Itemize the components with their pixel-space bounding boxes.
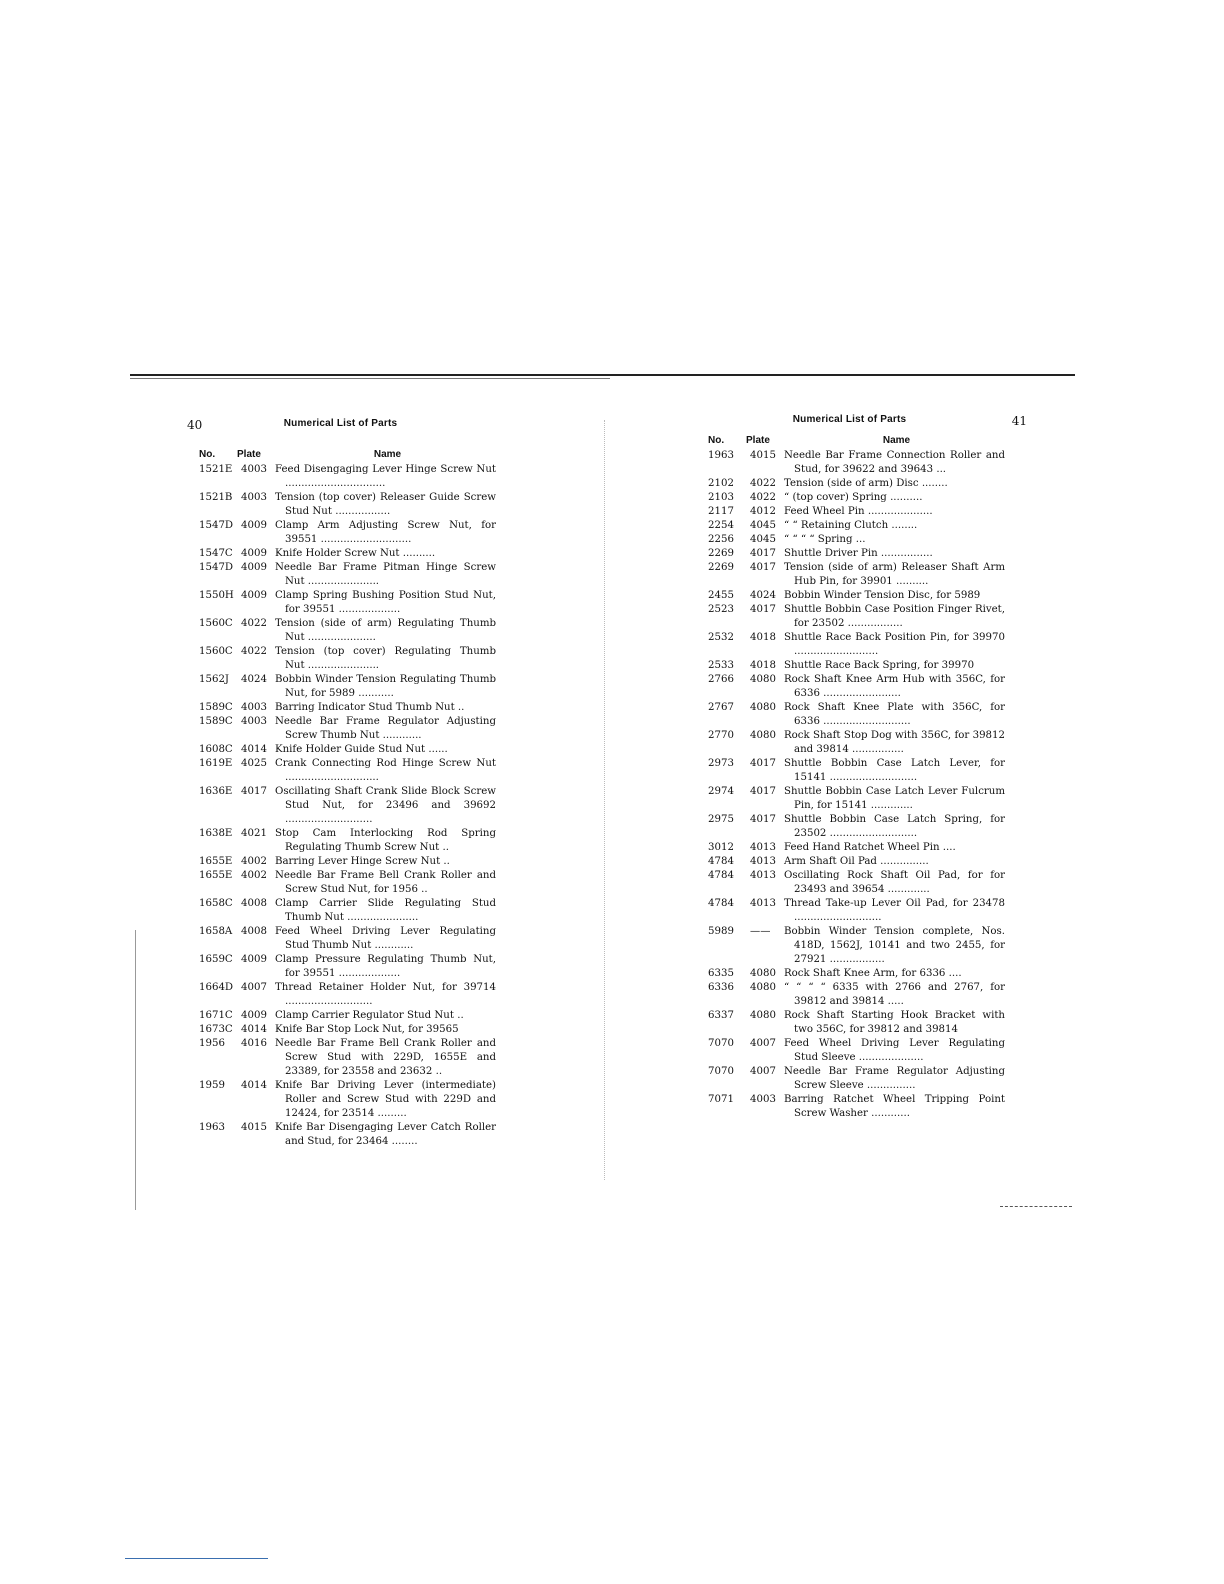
right-page [692,410,1027,1121]
part-name: Feed Wheel Pin .................... [784,506,933,517]
part-number: 6336 [708,982,734,993]
part-name: Thread Retainer Holder Nut, for 39714 ........................... [275,982,496,1007]
part-entry [183,1079,498,1121]
part-name: Tension (side of arm) Regulating Thumb Nut ..................... [275,618,496,643]
part-number: 1956 [199,1038,225,1049]
part-number: 2973 [708,758,734,769]
part-number: 1638E [199,828,233,839]
part-number: 1560C [199,646,233,657]
part-number: 2974 [708,786,734,797]
part-name: Tension (side of arm) Disc ........ [784,478,948,489]
part-name: Clamp Arm Adjusting Screw Nut, for 39551 ............................ [275,520,496,545]
part-name: Needle Bar Frame Bell Crank Roller and Screw Stud with 229D, 1655E and 23389, for 23558 and 23632 .. [275,1038,496,1077]
plate-number: 4022 [750,492,776,503]
part-number: 1659C [199,954,233,965]
part-number: 1671C [199,1010,233,1021]
part-number: 2256 [708,534,734,545]
plate-number: 4014 [241,744,267,755]
part-name: Rock Shaft Knee Arm, for 6336 .... [784,968,962,979]
part-number: 6337 [708,1010,734,1021]
part-name: Thread Take-up Lever Oil Pad, for 23478 ........................... [784,898,1005,923]
part-number: 1673C [199,1024,233,1035]
page-number: 41 [1011,414,1027,428]
part-name: Clamp Carrier Regulator Stud Nut .. [275,1010,464,1021]
part-entry [692,701,1007,729]
part-entry [183,981,498,1009]
part-entry [692,631,1007,659]
column-header-name: Name [882,435,911,446]
plate-number: 4003 [241,492,267,503]
plate-number: 4080 [750,982,776,993]
bottom-line [125,1558,268,1559]
part-number: 1655E [199,870,233,881]
plate-number: 4024 [241,674,267,685]
part-entry [692,519,1007,533]
plate-number: 4003 [241,716,267,727]
part-name: Feed Hand Ratchet Wheel Pin .... [784,842,956,853]
part-number: 3012 [708,842,734,853]
part-number: 1658A [199,926,233,937]
part-name: Stop Cam Interlocking Rod Spring Regulating Thumb Screw Nut .. [275,828,496,853]
part-name: Feed Disengaging Lever Hinge Screw Nut ............................... [275,464,496,489]
part-name: Shuttle Bobbin Case Latch Spring, for 23502 ........................... [784,814,1005,839]
part-entry [692,925,1007,967]
plate-number: 4080 [750,1010,776,1021]
plate-number: 4017 [750,604,776,615]
plate-number: 4003 [241,464,267,475]
part-number: 7071 [708,1094,734,1105]
plate-number: 4003 [750,1094,776,1105]
part-number: 1655E [199,856,233,867]
part-number: 1963 [708,450,734,461]
plate-number: 4009 [241,1010,267,1021]
part-name: Oscillating Shaft Crank Slide Block Screw Stud Nut, for 23496 and 39692 ........................... [275,786,496,825]
plate-number: 4015 [241,1122,267,1133]
part-entry [692,659,1007,673]
part-entry [183,869,498,897]
part-number: 1619E [199,758,233,769]
parts-list [692,449,1007,1121]
part-entry [183,491,498,519]
part-number: 2117 [708,506,734,517]
page-number: 40 [187,418,203,432]
part-name: Knife Bar Stop Lock Nut, for 39565 [275,1024,459,1035]
part-entry [183,1023,498,1037]
part-name: Crank Connecting Rod Hinge Screw Nut ............................. [275,758,496,783]
part-number: 1963 [199,1122,225,1133]
part-entry [183,743,498,757]
part-number: 1550H [199,590,234,601]
part-number: 2533 [708,660,734,671]
plate-number: —— [750,926,771,937]
part-name: Needle Bar Frame Regulator Adjusting Screw Thumb Nut ............ [275,716,496,741]
part-name: Shuttle Bobbin Case Latch Lever Fulcrum Pin, for 15141 ............. [784,786,1005,811]
part-entry [183,617,498,645]
column-header-no: No. [708,435,725,446]
part-entry [692,729,1007,757]
part-name: Arm Shaft Oil Pad ............... [784,856,929,867]
part-entry [183,645,498,673]
part-name: Feed Wheel Driving Lever Regulating Stud Thumb Nut ............ [275,926,496,951]
part-number: 7070 [708,1066,734,1077]
part-number: 2770 [708,730,734,741]
part-entry [692,967,1007,981]
plate-number: 4002 [241,870,267,881]
part-name: Knife Bar Disengaging Lever Catch Roller and Stud, for 23464 ........ [275,1122,496,1147]
part-number: 2532 [708,632,734,643]
plate-number: 4025 [241,758,267,769]
part-entry [183,827,498,855]
plate-number: 4016 [241,1038,267,1049]
page-title: Numerical List of Parts [283,418,398,429]
part-entry [183,897,498,925]
part-entry [692,589,1007,603]
plate-number: 4007 [750,1038,776,1049]
part-number: 4784 [708,870,734,881]
plate-number: 4014 [241,1080,267,1091]
top-rule-secondary [130,378,610,379]
plate-number: 4009 [241,562,267,573]
plate-number: 4022 [241,646,267,657]
plate-number: 4008 [241,898,267,909]
part-entry [692,449,1007,477]
column-header-plate: Plate [746,435,770,446]
part-number: 2269 [708,562,734,573]
part-entry [183,589,498,617]
part-entry [692,869,1007,897]
part-number: 1562J [199,674,230,685]
part-name: Oscillating Rock Shaft Oil Pad, for for 23493 and 39654 ............. [784,870,1005,895]
plate-number: 4045 [750,520,776,531]
part-number: 2102 [708,478,734,489]
part-name: Clamp Carrier Slide Regulating Stud Thumb Nut ...................... [275,898,496,923]
part-name: “ “ “ “ Spring ... [784,534,866,545]
left-page [183,410,498,1149]
page-title: Numerical List of Parts [792,414,907,425]
part-number: 1521E [199,464,233,475]
plate-number: 4013 [750,856,776,867]
part-number: 1521B [199,492,233,503]
column-header-name: Name [373,449,402,460]
part-entry [183,953,498,981]
plate-number: 4013 [750,842,776,853]
column-headers [183,449,498,460]
part-name: Tension (top cover) Regulating Thumb Nut ...................... [275,646,496,671]
part-number: 2269 [708,548,734,559]
plate-number: 4015 [750,450,776,461]
part-name: Barring Indicator Stud Thumb Nut .. [275,702,465,713]
part-entry [183,547,498,561]
part-name: Tension (side of arm) Releaser Shaft Arm Hub Pin, for 39901 .......... [784,562,1005,587]
plate-number: 4021 [241,828,267,839]
part-name: Barring Ratchet Wheel Tripping Point Screw Washer ............ [784,1094,1005,1119]
plate-number: 4002 [241,856,267,867]
part-name: Bobbin Winder Tension complete, Nos. 418D, 1562J, 10141 and two 2455, for 27921 ................. [784,926,1005,965]
part-entry [692,785,1007,813]
part-entry [692,491,1007,505]
part-entry [183,463,498,491]
plate-number: 4080 [750,968,776,979]
part-number: 5989 [708,926,734,937]
part-entry [183,519,498,547]
plate-number: 4017 [241,786,267,797]
part-name: Shuttle Bobbin Case Position Finger Rivet, for 23502 ................. [784,604,1005,629]
plate-number: 4080 [750,674,776,685]
part-number: 1589C [199,716,233,727]
part-entry [183,701,498,715]
part-number: 2455 [708,590,734,601]
plate-number: 4009 [241,520,267,531]
part-name: Rock Shaft Starting Hook Bracket with two 356C, for 39812 and 39814 [784,1010,1005,1035]
part-entry [692,477,1007,491]
part-entry [692,547,1007,561]
plate-number: 4022 [241,618,267,629]
plate-number: 4007 [750,1066,776,1077]
part-name: Clamp Spring Bushing Position Stud Nut, for 39551 ................... [275,590,496,615]
column-headers [692,435,1007,446]
part-entry [692,505,1007,519]
part-number: 2767 [708,702,734,713]
part-number: 1636E [199,786,233,797]
part-entry [692,897,1007,925]
part-entry [183,757,498,785]
part-entry [183,1009,498,1023]
part-name: Tension (top cover) Releaser Guide Screw Stud Nut ................. [275,492,496,517]
plate-number: 4008 [241,926,267,937]
part-entry [692,757,1007,785]
part-name: Needle Bar Frame Regulator Adjusting Screw Sleeve ............... [784,1066,1005,1091]
parts-list [183,463,498,1149]
part-entry [692,813,1007,841]
part-name: Knife Holder Guide Stud Nut ...... [275,744,448,755]
part-name: “ “ Retaining Clutch ........ [784,520,918,531]
part-number: 1658C [199,898,233,909]
plate-number: 4009 [241,590,267,601]
plate-number: 4012 [750,506,776,517]
page-gutter [604,420,606,1180]
part-number: 1664D [199,982,234,993]
part-name: Bobbin Winder Tension Disc, for 5989 [784,590,981,601]
part-name: “ (top cover) Spring .......... [784,492,923,503]
plate-number: 4009 [241,954,267,965]
plate-number: 4022 [750,478,776,489]
part-name: Needle Bar Frame Connection Roller and Stud, for 39622 and 39643 ... [784,450,1005,475]
part-number: 2975 [708,814,734,825]
plate-number: 4080 [750,730,776,741]
part-number: 2523 [708,604,734,615]
plate-number: 4017 [750,562,776,573]
part-entry [692,981,1007,1009]
part-number: 7070 [708,1038,734,1049]
plate-number: 4045 [750,534,776,545]
part-entry [183,855,498,869]
part-name: Feed Wheel Driving Lever Regulating Stud Sleeve .................... [784,1038,1005,1063]
part-entry [692,1009,1007,1037]
part-name: Knife Bar Driving Lever (intermediate) Roller and Screw Stud with 229D and 12424, for 23514 ......... [275,1080,496,1119]
part-entry [183,561,498,589]
part-name: “ “ “ “ 6335 with 2766 and 2767, for 39812 and 39814 ..... [784,982,1005,1007]
plate-number: 4007 [241,982,267,993]
top-rule [130,374,1075,376]
part-entry [183,715,498,743]
part-entry [692,1037,1007,1065]
part-name: Needle Bar Frame Pitman Hinge Screw Nut ...................... [275,562,496,587]
plate-number: 4018 [750,632,776,643]
part-number: 1547D [199,520,234,531]
part-number: 4784 [708,856,734,867]
part-number: 2254 [708,520,734,531]
part-name: Rock Shaft Knee Arm Hub with 356C, for 6336 ........................ [784,674,1005,699]
part-name: Shuttle Bobbin Case Latch Lever, for 15141 ........................... [784,758,1005,783]
part-entry [692,1065,1007,1093]
part-number: 1589C [199,702,233,713]
right-page-header [692,410,1027,432]
scan-edge-mark [135,930,136,1210]
part-number: 6335 [708,968,734,979]
part-number: 1560C [199,618,233,629]
part-name: Rock Shaft Stop Dog with 356C, for 39812 and 39814 ................ [784,730,1005,755]
plate-number: 4024 [750,590,776,601]
part-number: 2766 [708,674,734,685]
plate-number: 4014 [241,1024,267,1035]
plate-number: 4080 [750,702,776,713]
part-entry [183,1037,498,1079]
part-name: Bobbin Winder Tension Regulating Thumb Nut, for 5989 ........... [275,674,496,699]
part-name: Barring Lever Hinge Screw Nut .. [275,856,450,867]
part-number: 1547D [199,562,234,573]
part-entry [183,785,498,827]
part-entry [183,1121,498,1149]
part-entry [183,925,498,953]
part-entry [692,841,1007,855]
part-number: 4784 [708,898,734,909]
column-header-no: No. [199,449,216,460]
part-entry [692,1093,1007,1121]
plate-number: 4003 [241,702,267,713]
part-name: Shuttle Race Back Spring, for 39970 [784,660,975,671]
part-entry [692,603,1007,631]
plate-number: 4017 [750,758,776,769]
part-number: 1959 [199,1080,225,1091]
part-number: 2103 [708,492,734,503]
part-number: 1547C [199,548,233,559]
left-page-header [183,410,498,432]
part-name: Needle Bar Frame Bell Crank Roller and Screw Stud Nut, for 1956 .. [275,870,496,895]
part-entry [692,533,1007,547]
part-entry [692,673,1007,701]
plate-number: 4009 [241,548,267,559]
part-name: Clamp Pressure Regulating Thumb Nut, for 39551 ................... [275,954,496,979]
part-number: 1608C [199,744,233,755]
column-header-plate: Plate [237,449,261,460]
plate-number: 4017 [750,786,776,797]
plate-number: 4017 [750,814,776,825]
part-entry [183,673,498,701]
part-name: Shuttle Driver Pin ................ [784,548,933,559]
plate-number: 4017 [750,548,776,559]
part-entry [692,855,1007,869]
part-name: Shuttle Race Back Position Pin, for 39970 .......................... [784,632,1005,657]
plate-number: 4013 [750,870,776,881]
scan-corner-mark [1000,1206,1072,1208]
plate-number: 4018 [750,660,776,671]
plate-number: 4013 [750,898,776,909]
part-name: Rock Shaft Knee Plate with 356C, for 6336 ........................... [784,702,1005,727]
part-entry [692,561,1007,589]
part-name: Knife Holder Screw Nut .......... [275,548,436,559]
